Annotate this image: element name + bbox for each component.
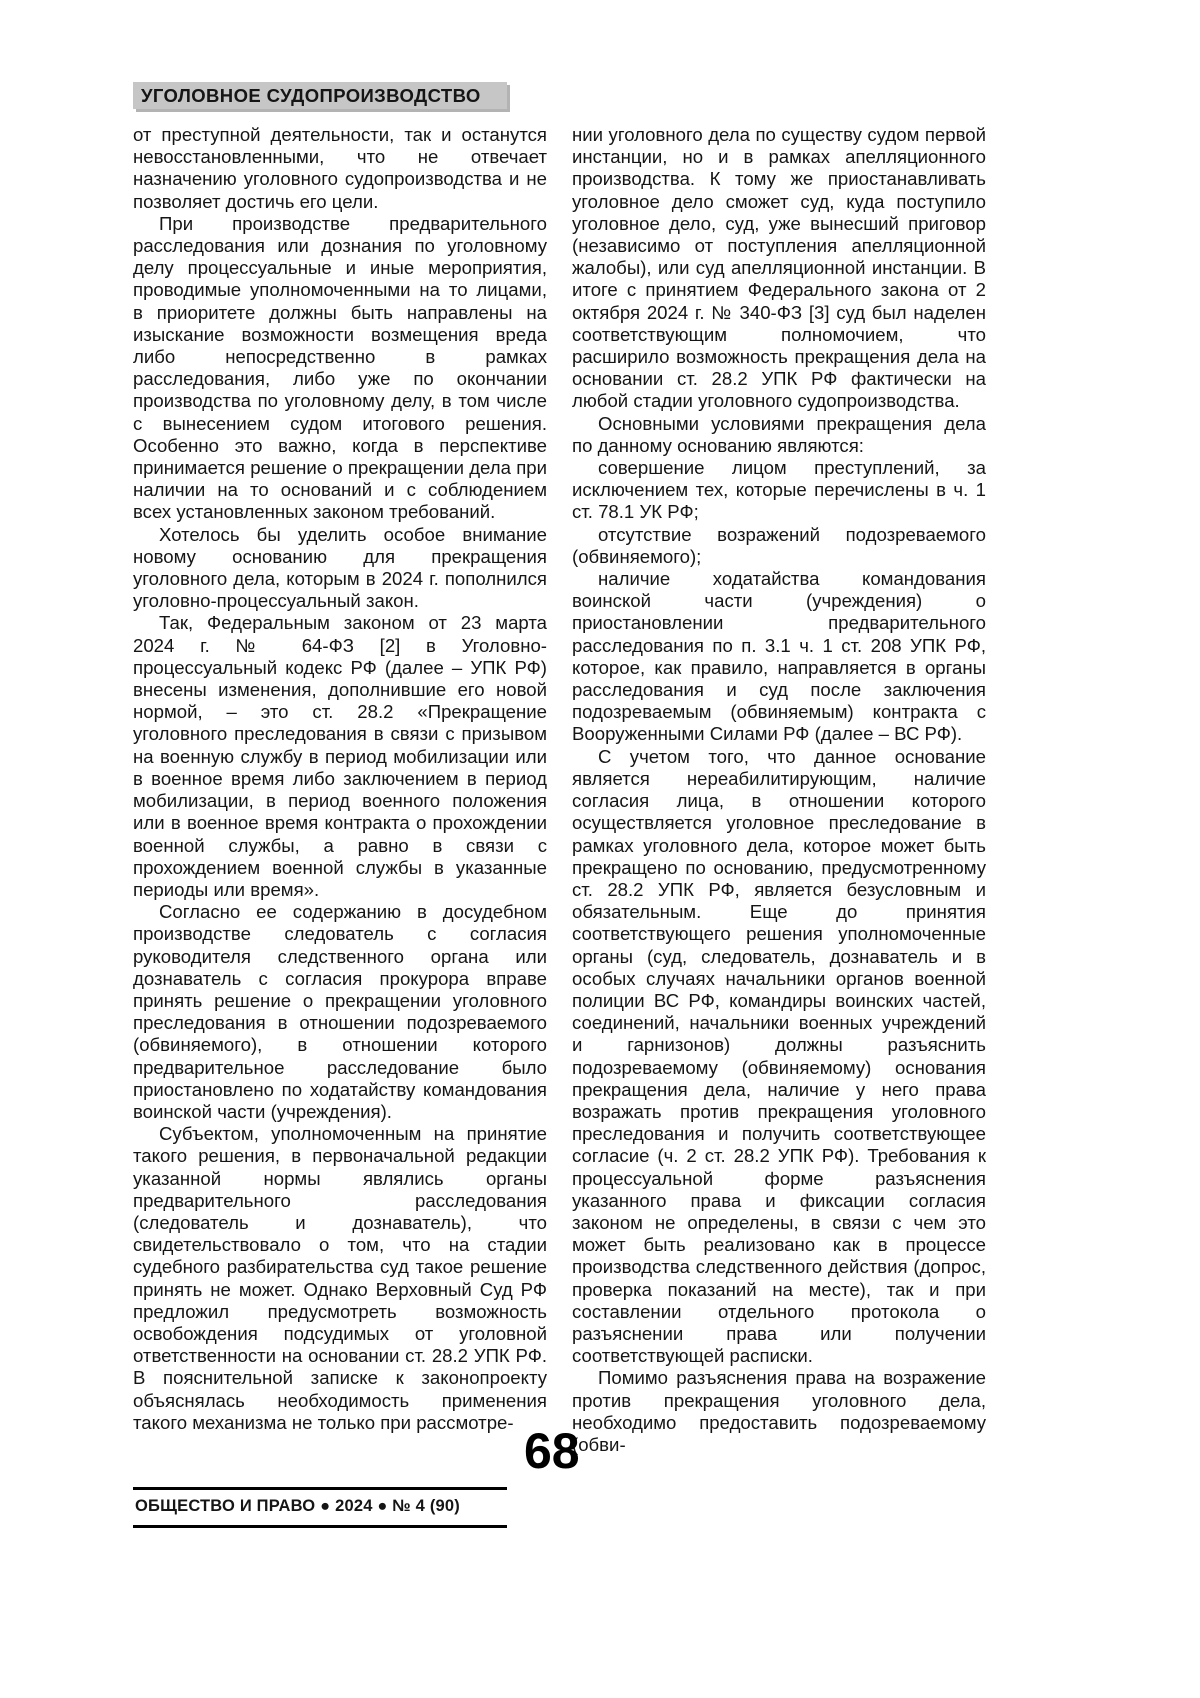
paragraph: Субъектом, уполномоченным на принятие такого решения, в первоначальной редакции указанной нормы являлись органы предварительного расследования (следователь и дознаватель), что свидетельствовало о том, что на стадии судебного разбирательства суд такое решение принять не может. Однако Верховный Суд РФ предложил предусмотреть возможность освобождения подсудимых от уголовной ответственности на основании ст. 28.2 УПК РФ. В пояснительной записке к законопроекту объяснялась необходимость применения такого механизма не только при рассмотре- [133, 1123, 547, 1433]
paragraph: совершение лицом преступлений, за исключением тех, которые перечислены в ч. 1 ст. 78.1 УК РФ; [572, 457, 986, 523]
journal-footer: ОБЩЕСТВО И ПРАВО ● 2024 ● № 4 (90) [133, 1487, 507, 1528]
paragraph: Помимо разъяснения права на возражение против прекращения уголовного дела, необходимо предоставить подозреваемому (обви- [572, 1367, 986, 1455]
paragraph: Хотелось бы уделить особое внимание новому основанию для прекращения уголовного дела, которым в 2024 г. пополнился уголовно-процессуальный закон. [133, 523, 547, 612]
paragraph: Так, Федеральным законом от 23 марта 2024 г. № 64-ФЗ [2] в Уголовно-процессуальный кодекс РФ (далее – УПК РФ) внесены изменения, дополнившие его новой нормой, – это ст. 28.2 «Прекращение уголовного преследования в связи с призывом на военную службу в период мобилизации или в военное время либо заключением в период мобилизации, в период военного положения или в военное время контракта о прохождении военной службы, а равно в связи с прохождением военной службы в указанные периоды или время». [133, 612, 547, 900]
paragraph: При производстве предварительного расследования или дознания по уголовному делу процессуальные и иные мероприятия, проводимые уполномоченными на то лицами, в приоритете должны быть направлены на изыскание возможности возмещения вреда либо непосредственно в рамках расследования, либо уже по окончании производства по уголовному делу, в том числе с вынесением судом итогового решения. Особенно это важно, когда в перспективе принимается решение о прекращении дела при наличии на то оснований и с соблюдением всех установленных законом требований. [133, 212, 547, 523]
paragraph: наличие ходатайства командования воинской части (учреждения) о приостановлении предварительного расследования по п. 3.1 ч. 1 ст. 208 УПК РФ, которое, как правило, направляется в органы расследования и суд после заключения подозреваемым (обвиняемым) контракта с Вооруженными Силами РФ (далее – ВС РФ). [572, 568, 986, 745]
paragraph: С учетом того, что данное основание является нереабилитирующим, наличие согласия лица, в отношении которого осуществляется уголовное преследование в рамках уголовного дела, которое может быть прекращено по основанию, предусмотренному ст. 28.2 УПК РФ, является безусловным и обязательным. Еще до принятия соответствующего решения уполномоченные органы (суд, следователь, дознаватель и в особых случаях начальники органов военной полиции ВС РФ, командиры воинских частей, соединений, начальники военных учреждений и гарнизонов) должны разъяснить подозреваемому (обвиняемому) основания прекращения дела, наличие у него права возражать против прекращения уголовного преследования и получить соответствующее согласие (ч. 2 ст. 28.2 УПК РФ). Требования к процессуальной форме разъяснения указанного права и фиксации согласия законом не определены, в связи с чем это может быть реализовано как в процессе производства следственного действия (допрос, проверка показаний на месте), так и при составлении отдельного протокола о разъяснении права или получении соответствующей расписки. [572, 745, 986, 1367]
right-column [572, 124, 986, 1456]
paragraph: Основными условиями прекращения дела по данному основанию являются: [572, 412, 986, 456]
section-header: УГОЛОВНОЕ СУДОПРОИЗВОДСТВО [133, 82, 507, 109]
paragraph: отсутствие возражений подозреваемого (обвиняемого); [572, 523, 986, 567]
paragraph: Согласно ее содержанию в досудебном производстве следователь с согласия руководителя следственного органа или дознаватель с согласия прокурора вправе принять решение о прекращении уголовного преследования в отношении подозреваемого (обвиняемого), в отношении которого предварительное расследование было приостановлено по ходатайству командования воинской части (учреждения). [133, 901, 547, 1122]
paragraph: нии уголовного дела по существу судом первой инстанции, но и в рамках апелляционного производства. К тому же приостанавливать уголовное дело сможет суд, куда поступило уголовное дело, суд, уже вынесший приговор (независимо от поступления апелляционной жалобы), или суд апелляционной инстанции. В итоге с принятием Федерального закона от 2 октября 2024 г. № 340-ФЗ [3] суд был наделен соответствующим полномочием, что расширило возможность прекращения дела на основании ст. 28.2 УПК РФ фактически на любой стадии уголовного судопроизводства. [572, 124, 986, 412]
page-number: 68 [524, 1423, 580, 1479]
page-content [133, 124, 986, 1456]
left-column [133, 124, 547, 1456]
paragraph: от преступной деятельности, так и останутся невосстановленными, что не отвечает назначению уголовного судопроизводства и не позволяет достичь его цели. [133, 124, 547, 212]
